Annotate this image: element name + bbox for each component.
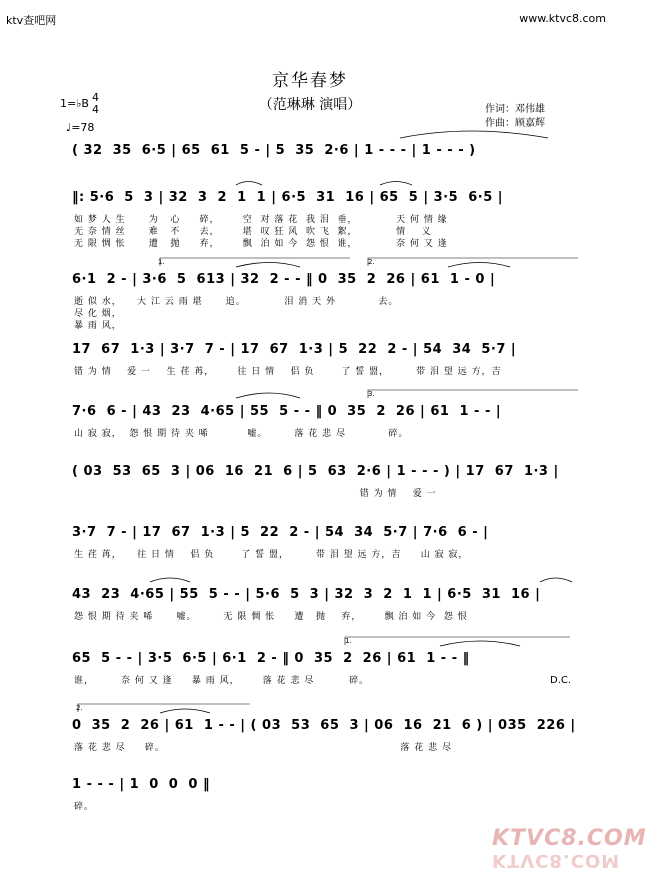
slur-row8-b	[540, 578, 572, 582]
song-title: 京华春梦	[272, 71, 348, 91]
watermark-logo: KTVC8.COM	[492, 826, 647, 851]
composer-credit: 作曲：顾嘉辉	[485, 118, 545, 129]
lyric-row-2-verse-3: 无 限 惆 怅 遭 抛 弃， 飘 泊 如 今 怨 恨 谁， 奈 何 又 逢	[74, 239, 448, 249]
volta-4: 1.	[345, 637, 352, 645]
dc-mark: D.C.	[550, 675, 572, 686]
score-row-7: 3·7 7 - | 17 67 1·3 | 5 22 2 - | 54 34 5·7 | 7·6 6 - |	[72, 525, 489, 540]
lyric-row-2-verse-1: 如 梦 人 生 为 心 碎， 空 对 落 花 我 泪 垂， 天 何 情 缘	[74, 215, 448, 225]
slur-row3-a	[236, 263, 300, 268]
lyric-row-11: 碎。	[74, 802, 95, 812]
lyric-row-10: 落 花 悲 尽 碎。 落 花 悲 尽	[74, 743, 452, 753]
slur-row10	[160, 709, 210, 713]
volta-bracket-3	[368, 390, 578, 398]
slur-row5	[236, 393, 300, 398]
score-row-10: 0 35 2 26 | 61 1 - - | ( 03 53 65 3 | 06 16 21 6 ) | 035 226 |	[72, 718, 576, 733]
volta-3: 3.	[368, 390, 375, 398]
meter-bottom: 4	[92, 103, 99, 116]
lyricist-credit: 作词：邓伟雄	[485, 104, 545, 115]
key-signature: 1=♭B	[60, 97, 89, 110]
score-row-1: ( 32 35 6·5 | 65 61 5 - | 5 35 2·6 | 1 - - - | 1 - - - )	[72, 143, 476, 158]
volta-1: 1.	[158, 258, 165, 266]
volta-bracket-1	[160, 258, 350, 266]
score-row-5: 7·6 6 - | 43 23 4·65 | 55 5 - - ‖ 0 35 2 26 | 61 1 - - |	[72, 404, 502, 419]
slur-intro	[400, 131, 548, 138]
slur-row2-a	[236, 182, 262, 186]
watermark-reflection: KTVC8.COM	[492, 850, 621, 871]
volta-bracket-4	[345, 637, 570, 645]
volta-2: 2.	[368, 258, 375, 266]
lyric-row-3-verse-3: 暴 雨 风，	[74, 321, 122, 331]
score-row-9: 65 5 - - | 3·5 6·5 | 6·1 2 - ‖ 0 35 2 26 | 61 1 - - ‖	[72, 651, 470, 666]
lyric-row-6: 错 为 情 爱 一	[74, 489, 437, 499]
meter-top: 4	[92, 91, 99, 104]
lyric-row-8: 怨 恨 期 待 夹 唏 嘘。 无 限 惆 怅 遭 抛 弃， 飘 泊 如 今 怨 恨	[74, 612, 468, 622]
score-row-6: ( 03 53 65 3 | 06 16 21 6 | 5 63 2·6 | 1 - - - ) | 17 67 1·3 |	[72, 464, 559, 479]
slur-row3-b	[448, 263, 510, 268]
volta-bracket-5	[78, 704, 250, 712]
slur-row2-b	[380, 182, 412, 186]
lyric-row-3-verse-2: 尽 化 烟，	[74, 309, 122, 319]
song-singer: （范琳琳 演唱）	[258, 97, 362, 113]
score-row-3: 6·1 2 - | 3·6 5 613 | 32 2 - - ‖ 0 35 2 26 | 61 1 - 0 |	[72, 272, 496, 287]
site-name: ktv查吧网	[6, 14, 57, 27]
slur-row8-a	[150, 578, 190, 582]
lyric-row-4: 错 为 情 爱 一 生 荏 苒， 往 日 情 侣 负 了 誓 盟， 带 泪 望 远 方，吉	[74, 367, 502, 377]
lyric-row-7: 生 荏 苒， 往 日 情 侣 负 了 誓 盟， 带 泪 望 远 方，吉 山 寂 寂，	[74, 550, 469, 560]
lyric-row-2-verse-2: 无 奈 情 丝 难 不 去， 堪 叹 狂 风 吹 飞 絮， 情 义	[74, 227, 432, 237]
score-row-2: ‖: 5·6 5 3 | 32 3 2 1 1 | 6·5 31 16 | 65 5 | 3·5 6·5 |	[72, 190, 504, 205]
tempo-mark: ♩=78	[66, 121, 95, 134]
score-row-8: 43 23 4·65 | 55 5 - - | 5·6 5 3 | 32 3 2 1 1 | 6·5 31 16 |	[72, 587, 541, 602]
score-row-11: 1 - - - | 1 0 0 0 ‖	[72, 777, 210, 792]
score-row-4: 17 67 1·3 | 3·7 7 - | 17 67 1·3 | 5 22 2 - | 54 34 5·7 |	[72, 342, 517, 357]
lyric-row-9: 谁， 奈 何 又 逢 暴 雨 风， 落 花 悲 尽 碎。	[74, 676, 370, 686]
site-url[interactable]: www.ktvc8.com	[519, 12, 606, 25]
lyric-row-3-verse-1: 逝 似 水， 大 江 云 雨 堪 追。 泪 消 天 外 去。	[74, 297, 399, 307]
lyric-row-5: 山 寂 寂， 怨 恨 期 待 夹 唏 嘘。 落 花 悲 尽 碎。	[74, 429, 409, 439]
volta-bracket-2	[368, 258, 578, 266]
slur-row9	[440, 641, 520, 646]
volta-5: 2.	[76, 704, 83, 712]
